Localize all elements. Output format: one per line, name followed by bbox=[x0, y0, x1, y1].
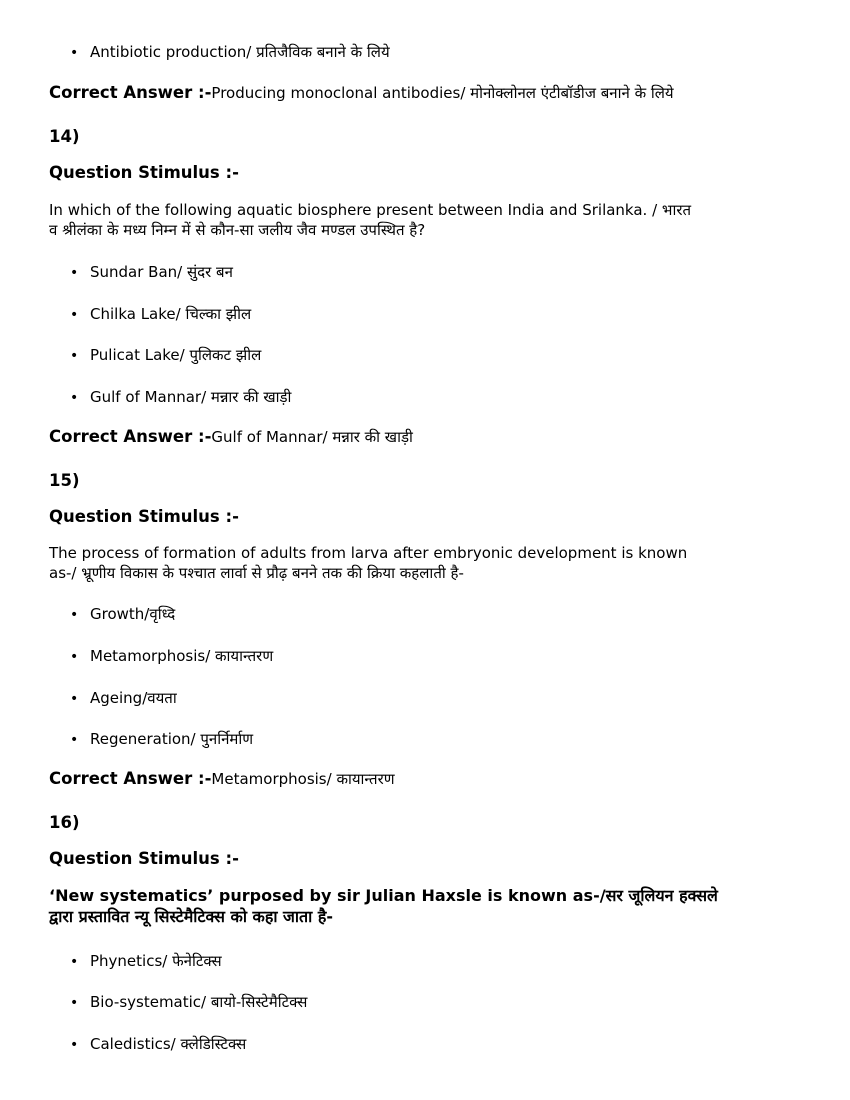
question-stimulus-label: Question Stimulus :- bbox=[49, 849, 239, 868]
answer-value: Metamorphosis/ कायान्तरण bbox=[211, 770, 395, 788]
question-stimulus-label: Question Stimulus :- bbox=[49, 507, 239, 526]
bullet: • bbox=[70, 732, 79, 748]
option-text: Sundar Ban/ सुंदर बन bbox=[90, 263, 233, 281]
list-item bbox=[70, 387, 291, 408]
question-stimulus-line: The process of formation of adults from larva after embryonic development is known bbox=[49, 544, 688, 562]
bullet: • bbox=[70, 691, 79, 707]
bullet: • bbox=[70, 649, 79, 665]
question-number: 14) bbox=[49, 127, 80, 146]
list-item bbox=[70, 729, 253, 750]
bullet: • bbox=[70, 348, 79, 364]
bullet: • bbox=[70, 390, 79, 406]
answer-label: Correct Answer :- bbox=[49, 769, 212, 788]
option-text: Pulicat Lake/ पुलिकट झील bbox=[90, 346, 262, 364]
option-text: Antibiotic production/ प्रतिजैविक बनाने के लिये bbox=[90, 43, 390, 61]
question-number: 15) bbox=[49, 471, 80, 490]
bullet: • bbox=[70, 307, 79, 323]
list-item bbox=[70, 1034, 246, 1055]
question-stimulus-line: In which of the following aquatic biosphere present between India and Srilanka. / भारत bbox=[49, 201, 692, 219]
question-stimulus-line: as-/ भ्रूणीय विकास के पश्चात लार्वा से प्रौढ़ बनने तक की क्रिया कहलाती है- bbox=[49, 564, 464, 582]
option-text: Metamorphosis/ कायान्तरण bbox=[90, 647, 274, 665]
correct-answer bbox=[49, 769, 395, 789]
answer-label: Correct Answer :- bbox=[49, 427, 212, 446]
list-item bbox=[70, 304, 251, 325]
option-text: Bio-systematic/ बायो-सिस्टेमैटिक्स bbox=[90, 993, 308, 1011]
list-item bbox=[70, 951, 222, 972]
option-text: Gulf of Mannar/ मन्नार की खाड़ी bbox=[90, 388, 292, 406]
option-text: Regeneration/ पुनर्निर्माण bbox=[90, 730, 254, 748]
bullet: • bbox=[70, 607, 79, 623]
list-item bbox=[70, 992, 307, 1013]
bullet: • bbox=[70, 265, 79, 281]
list-item bbox=[70, 262, 233, 283]
question-stimulus-label: Question Stimulus :- bbox=[49, 163, 239, 182]
answer-value: Gulf of Mannar/ मन्नार की खाड़ी bbox=[211, 428, 413, 446]
bullet: • bbox=[70, 954, 79, 970]
option-text: Caledistics/ क्लेडिस्टिक्स bbox=[90, 1035, 247, 1053]
option-text: Phynetics/ फेनेटिक्स bbox=[90, 952, 222, 970]
question-number: 16) bbox=[49, 813, 80, 832]
option-text: Growth/वृध्दि bbox=[90, 605, 176, 623]
correct-answer bbox=[49, 83, 674, 103]
bullet: • bbox=[70, 45, 79, 61]
list-item bbox=[70, 688, 177, 709]
option-text: Ageing/वयता bbox=[90, 689, 177, 707]
list-item bbox=[70, 345, 261, 366]
list-item bbox=[70, 42, 390, 63]
bullet: • bbox=[70, 1037, 79, 1053]
answer-value: Producing monoclonal antibodies/ मोनोक्लोनल एंटीबॉडीज बनाने के लिये bbox=[211, 84, 674, 102]
option-text: Chilka Lake/ चिल्का झील bbox=[90, 305, 252, 323]
list-item bbox=[70, 646, 273, 667]
question-stimulus-line: व श्रीलंका के मध्य निम्न में से कौन-सा जलीय जैव मण्डल उपस्थित है? bbox=[49, 221, 426, 239]
question-stimulus-line: द्वारा प्रस्तावित न्यू सिस्टेमैटिक्स को कहा जाता है- bbox=[49, 907, 334, 926]
question-stimulus-line: ‘New systematics’ purposed by sir Julian Haxsle is known as-/सर जूलियन हक्सले bbox=[49, 886, 718, 905]
correct-answer bbox=[49, 427, 413, 447]
list-item bbox=[70, 604, 175, 625]
answer-label: Correct Answer :- bbox=[49, 83, 212, 102]
bullet: • bbox=[70, 995, 79, 1011]
